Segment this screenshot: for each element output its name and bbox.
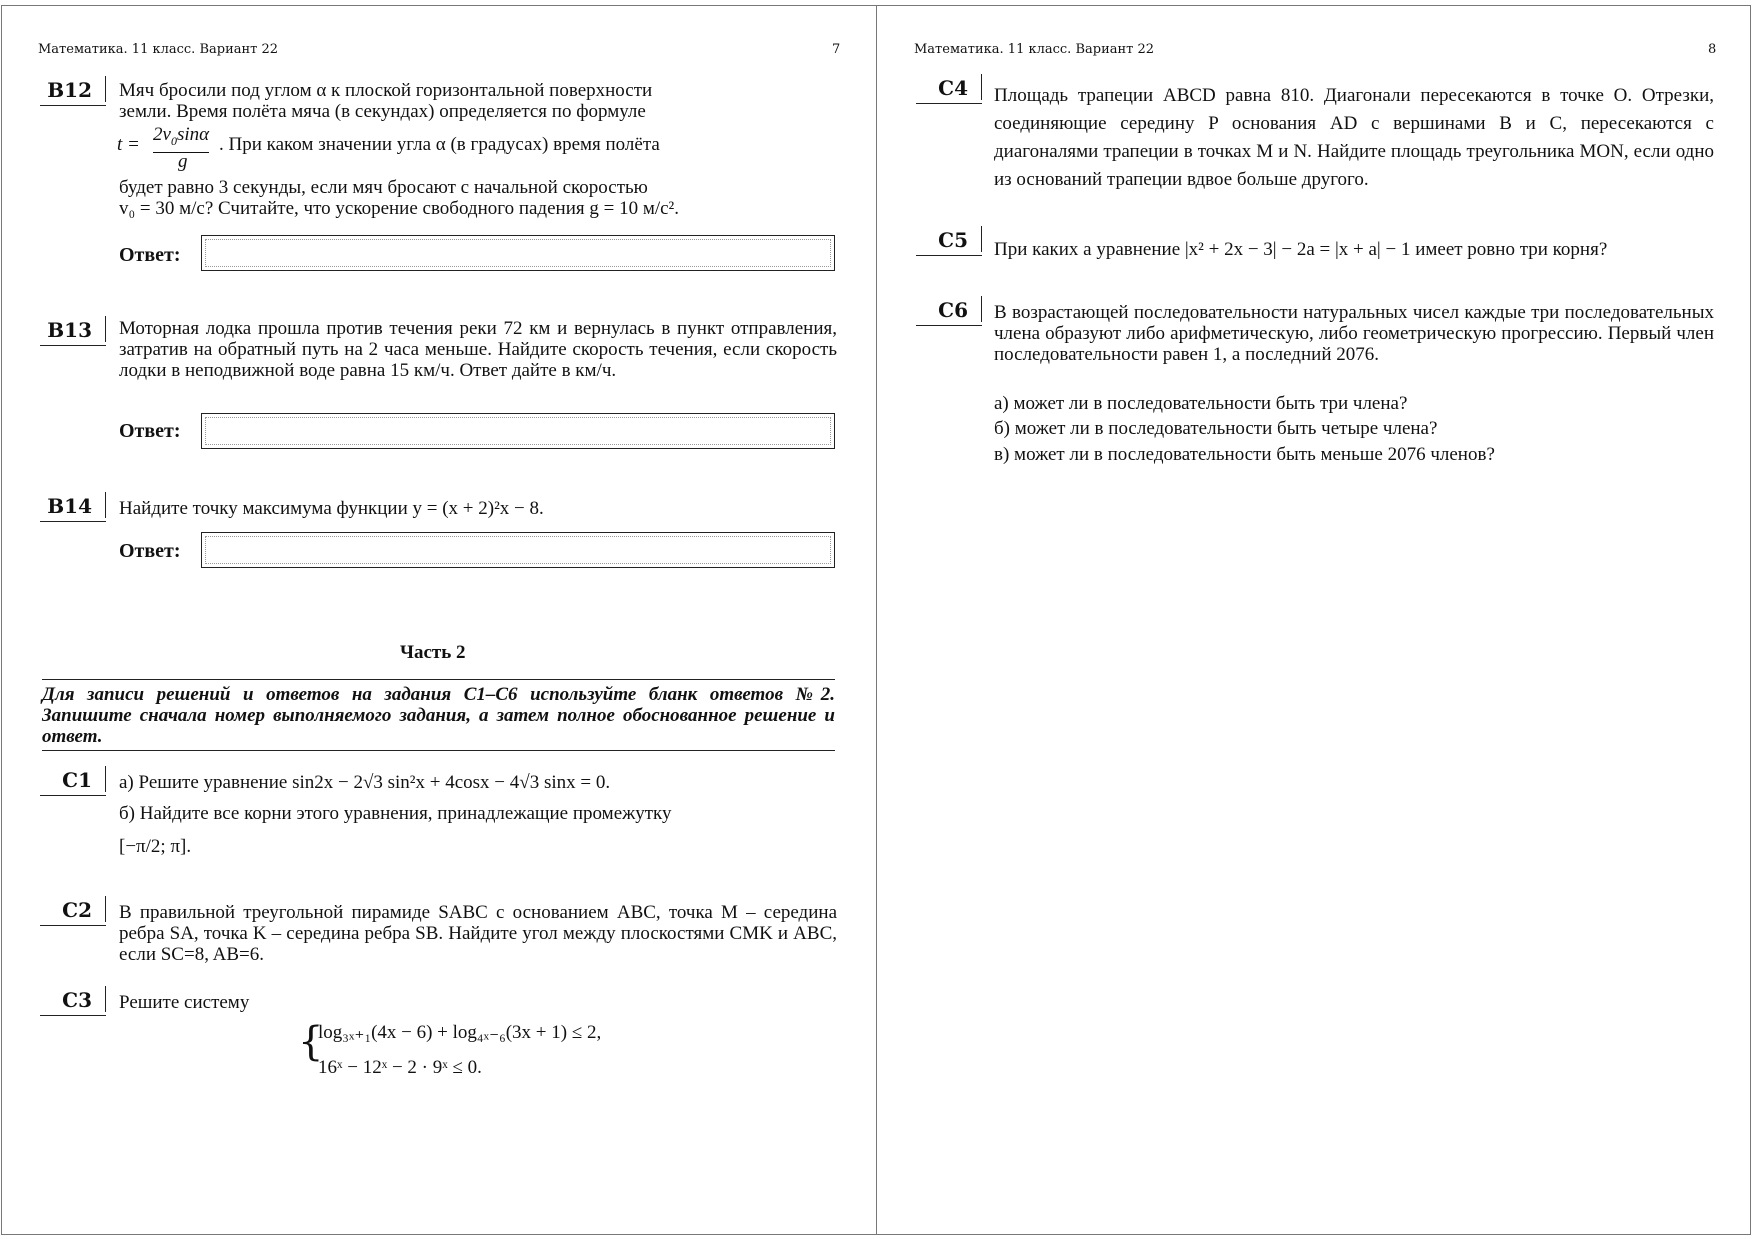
task-c3-eq1: log₃ₓ₊₁(4x − 6) + log₄ₓ₋₆(3x + 1) ≤ 2,: [318, 1022, 602, 1043]
part-2-instructions: Для записи решений и ответов на задания С1–С6 используйте бланк ответов №2. Запишите сначала номер выполняемого задания, а затем полное обоснованное решение и ответ.: [42, 679, 835, 751]
task-label-c5: C5: [916, 228, 982, 256]
page-divider: [876, 5, 877, 1235]
task-c6-question-b: б) может ли в последовательности быть четыре члена?: [994, 418, 1438, 439]
left-page-header: Математика. 11 класс. Вариант 22: [38, 42, 279, 57]
task-label-c6: C6: [916, 298, 982, 326]
task-label-c2: C2: [40, 898, 106, 926]
task-label-b13: B13: [40, 318, 106, 346]
right-page-header: Математика. 11 класс. Вариант 22: [914, 42, 1155, 57]
task-c1-part-a: а) Решите уравнение sin2x − 2√3 sin²x + 4cosx − 4√3 sinx = 0.: [119, 772, 611, 793]
task-b13-text: Моторная лодка прошла против течения реки 72 км и вернулась в пункт отправления, затратив на обратный путь на 2 часа меньше. Найдите скорость течения, если скорость лодки в неподвижной воде равна 15 км/ч. Ответ дайте в км/ч.: [119, 318, 837, 381]
task-c6-text: В возрастающей последовательности натуральных чисел каждые три последовательных члена образуют либо арифметическую, либо геометрическую прогрессию. Первый член последовательности равен 1, а последний 2076.: [994, 302, 1714, 365]
answer-field-b13[interactable]: [201, 413, 835, 449]
task-c4-text: Площадь трапеции ABCD равна 810. Диагонали пересекаются в точке O. Отрезки, соединяющие середину P основания AD с вершинами B и C, пересекаются с диагоналями трапеции в точках M и N. Найдите площадь треугольника MON, если одно из оснований трапеции вдвое больше другого.: [994, 85, 1714, 190]
right-page-number: 8: [1708, 42, 1717, 57]
answer-field-b12[interactable]: [201, 235, 835, 271]
task-c3-brace: {: [298, 1019, 324, 1065]
task-c2-text: В правильной треугольной пирамиде SABC с основанием ABC, точка M – середина ребра SA, точка K – середина ребра SB. Найдите угол между плоскостями CMK и ABC, если SC=8, AB=6.: [119, 902, 837, 965]
task-c3-text: Решите систему: [119, 992, 250, 1013]
task-b14-text: Найдите точку максимума функции y = (x + 2)²x − 8.: [119, 498, 544, 519]
task-b12-line4: будет равно 3 секунды, если мяч бросают с начальной скоростью: [119, 177, 648, 198]
left-page-number: 7: [832, 42, 841, 57]
task-c6-question-a: а) может ли в последовательности быть три члена?: [994, 393, 1408, 414]
task-c1-interval: [−π/2; π].: [119, 836, 192, 857]
task-c6-question-c: в) может ли в последовательности быть меньше 2076 членов?: [994, 444, 1495, 465]
task-b12-line2: земли. Время полёта мяча (в секундах) определяется по формуле: [119, 101, 646, 122]
task-c1-part-b: б) Найдите все корни этого уравнения, принадлежащие промежутку: [119, 803, 672, 824]
task-label-c3: C3: [40, 988, 106, 1016]
task-label-c4: C4: [916, 76, 982, 104]
part-2-title: Часть 2: [400, 642, 466, 663]
answer-label-b13: Ответ:: [119, 420, 181, 442]
task-label-b14: B14: [40, 494, 106, 522]
answer-field-b14[interactable]: [201, 532, 835, 568]
task-c3-eq2: 16ˣ − 12ˣ − 2 · 9ˣ ≤ 0.: [318, 1057, 482, 1078]
answer-label-b12: Ответ:: [119, 244, 181, 266]
answer-label-b14: Ответ:: [119, 540, 181, 562]
task-b12-line5: v₀ = 30 м/с? Считайте, что ускорение свободного падения g = 10 м/с².: [119, 198, 680, 219]
task-b12-line1: Мяч бросили под углом α к плоской горизонтальной поверхности: [119, 80, 653, 101]
task-label-c1: C1: [40, 768, 106, 796]
task-label-b12: B12: [40, 78, 106, 106]
task-b12-line3: . При каком значении угла α (в градусах) время полёта: [219, 134, 660, 155]
task-c5-text: При каких a уравнение |x² + 2x − 3| − 2a = |x + a| − 1 имеет ровно три корня?: [994, 239, 1608, 260]
